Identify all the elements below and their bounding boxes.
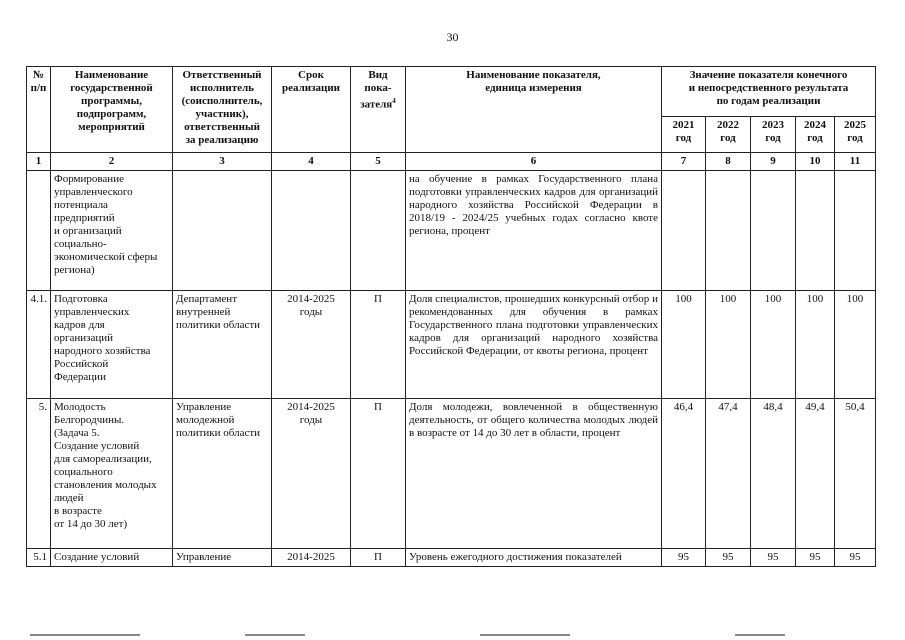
row-value-2024: 100 [796, 291, 835, 399]
row-number: 5.1 [27, 549, 51, 567]
header-indicator-kind-text: Вид пока- зателя [360, 69, 393, 111]
row-indicator-name: Доля молодежи, вовлеченной в общественную деятельность, от общего количества молодых людей в возрасте от 14 до 30 лет в области, процент [406, 399, 662, 549]
row-indicator-kind: П [351, 399, 406, 549]
row-number: 5. [27, 399, 51, 549]
column-number: 3 [173, 153, 272, 171]
header-year-2022: 2022 год [706, 117, 751, 153]
row-indicator-kind: П [351, 549, 406, 567]
row-value-2023: 95 [751, 549, 796, 567]
header-responsible: Ответственный исполнитель (соисполнитель, участник), ответственный за реализацию [173, 67, 272, 153]
row-value-2025: 100 [835, 291, 876, 399]
header-number: № п/п [27, 67, 51, 153]
table-row [27, 399, 876, 549]
header-year-2025: 2025 год [835, 117, 876, 153]
row-value-2021 [662, 171, 706, 291]
header-indicator-name: Наименование показателя, единица измерения [406, 67, 662, 153]
column-number: 4 [272, 153, 351, 171]
row-indicator-kind [351, 171, 406, 291]
header-program-name: Наименование государственной программы, подпрограмм, мероприятий [51, 67, 173, 153]
row-value-2022 [706, 171, 751, 291]
row-value-2024 [796, 171, 835, 291]
row-value-2025 [835, 171, 876, 291]
row-value-2021: 100 [662, 291, 706, 399]
header-year-2023: 2023 год [751, 117, 796, 153]
row-value-2022: 95 [706, 549, 751, 567]
row-value-2024: 95 [796, 549, 835, 567]
table-row [27, 549, 876, 567]
row-responsible [173, 171, 272, 291]
row-indicator-name: Доля специалистов, прошедших конкурсный отбор и рекомендованных для обучения в рамках Государственного плана подготовки управленческих кадров для организаций народного хозяйства Российской Федерации, от квоты региона, процент [406, 291, 662, 399]
row-value-2024: 49,4 [796, 399, 835, 549]
row-program-name: Молодость Белгородчины. (Задача 5. Создание условий для самореализации, социального становления молодых людей в возрасте от 14 до 30 лет) [51, 399, 173, 549]
row-indicator-kind: П [351, 291, 406, 399]
row-value-2022: 47,4 [706, 399, 751, 549]
column-number: 2 [51, 153, 173, 171]
row-indicator-name: Уровень ежегодного достижения показателей [406, 549, 662, 567]
column-number: 6 [406, 153, 662, 171]
row-responsible: Управление [173, 549, 272, 567]
table-row [27, 291, 876, 399]
row-value-2025: 50,4 [835, 399, 876, 549]
header-term: Срок реализации [272, 67, 351, 153]
row-value-2023: 100 [751, 291, 796, 399]
row-term [272, 171, 351, 291]
row-value-2025: 95 [835, 549, 876, 567]
page-number: 30 [446, 30, 459, 44]
row-value-2021: 95 [662, 549, 706, 567]
header-values-group: Значение показателя конечного и непосредственного результата по годам реализации [662, 67, 876, 117]
row-number: 4.1. [27, 291, 51, 399]
row-value-2022: 100 [706, 291, 751, 399]
column-number: 5 [351, 153, 406, 171]
column-number: 7 [662, 153, 706, 171]
column-number: 11 [835, 153, 876, 171]
row-value-2021: 46,4 [662, 399, 706, 549]
row-program-name: Формирование управленческого потенциала предприятий и организаций социально- экономической сферы региона) [51, 171, 173, 291]
row-value-2023: 48,4 [751, 399, 796, 549]
row-program-name: Создание условий [51, 549, 173, 567]
indicators-table [26, 66, 876, 567]
column-number: 8 [706, 153, 751, 171]
row-responsible: Управление молодежной политики области [173, 399, 272, 549]
column-number: 10 [796, 153, 835, 171]
header-year-2024: 2024 год [796, 117, 835, 153]
row-term: 2014-2025 годы [272, 399, 351, 549]
header-indicator-kind [351, 67, 406, 153]
row-term: 2014-2025 [272, 549, 351, 567]
header-footnote-mark: 4 [392, 97, 396, 105]
column-number: 9 [751, 153, 796, 171]
row-indicator-name: на обучение в рамках Государственного плана подготовки управленческих кадров для организаций народного хозяйства Российской Федерации в 2018/19 - 2024/25 учебных годах согласно квоте региона, процент [406, 171, 662, 291]
scan-edge-marks [0, 634, 905, 638]
row-number [27, 171, 51, 291]
header-year-2021: 2021 год [662, 117, 706, 153]
row-value-2023 [751, 171, 796, 291]
row-program-name: Подготовка управленческих кадров для организаций народного хозяйства Российской Федерации [51, 291, 173, 399]
column-number-row [27, 153, 876, 171]
column-number: 1 [27, 153, 51, 171]
row-responsible: Департамент внутренней политики области [173, 291, 272, 399]
row-term: 2014-2025 годы [272, 291, 351, 399]
table-row [27, 171, 876, 291]
